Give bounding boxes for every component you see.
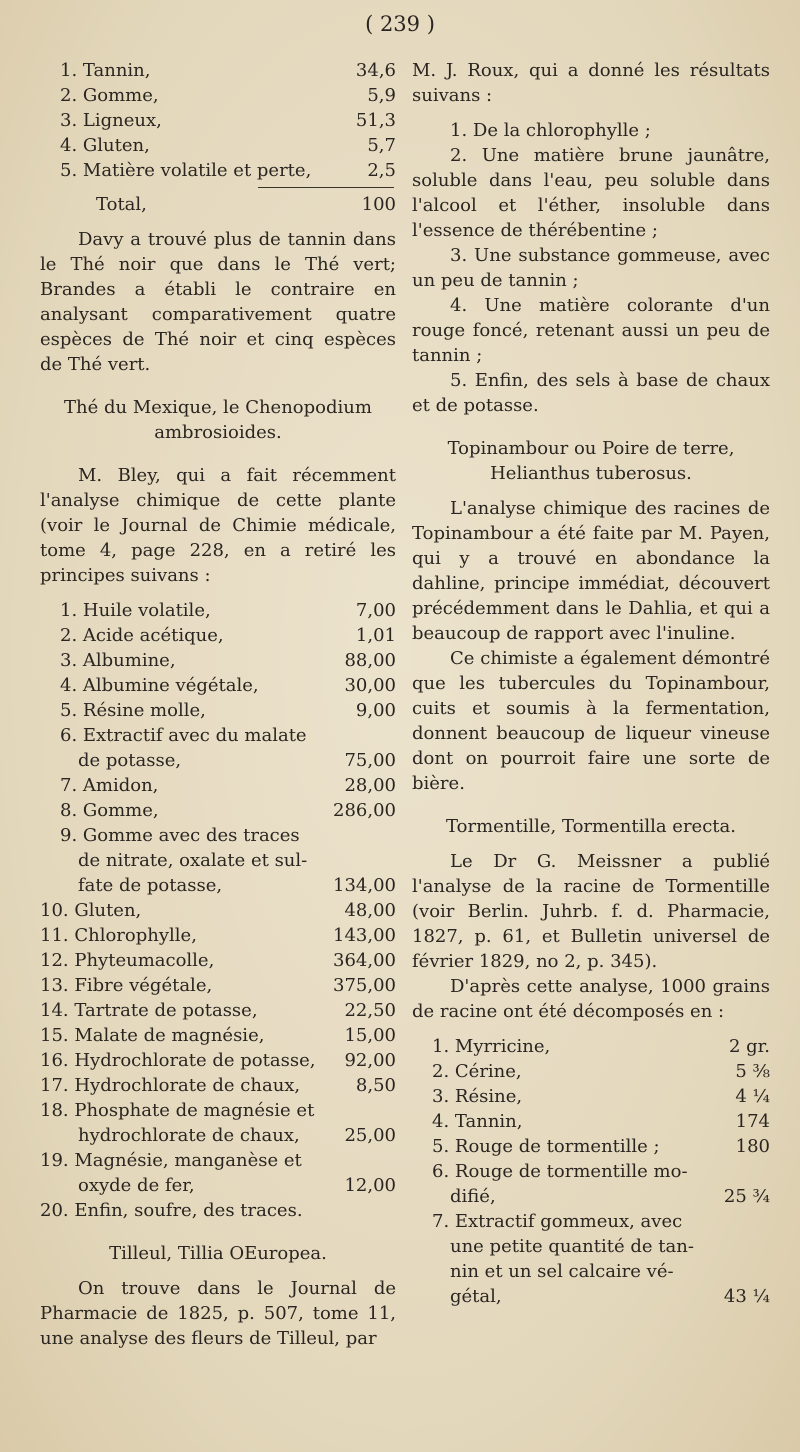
table-row: 7. Extractif gommeux, avec bbox=[432, 1211, 683, 1232]
table-row: 14. Tartrate de potasse, 22,50 bbox=[40, 1000, 396, 1021]
table-row: de nitrate, oxalate et sul- bbox=[78, 850, 308, 871]
table-row: 3. Albumine, 88,00 bbox=[60, 650, 396, 671]
analysis-table-3 bbox=[412, 1034, 770, 1309]
paragraph: L'analyse chimique des racines de Topinambour a été faite par M. Payen, qui y a trouvé en abondance la dahline, principe immédiat, découvert précédemment dans le Dahlia, et qui a beaucoup de rapport avec l'inuline. bbox=[412, 498, 770, 644]
table-row: oxyde de fer, 12,00 bbox=[78, 1175, 396, 1196]
section-heading: Tormentille, Tormentilla erecta. bbox=[446, 816, 736, 837]
section-heading: Thé du Mexique, le Chenopodium ambrosioides. bbox=[64, 397, 372, 443]
analysis-table-1 bbox=[40, 58, 396, 217]
paragraph: On trouve dans le Journal de Pharmacie de 1825, p. 507, tome 11, une analyse des fleurs de Tilleul, par bbox=[40, 1278, 396, 1349]
right-column bbox=[412, 58, 770, 1309]
table-row: 12. Phyteumacolle, 364,00 bbox=[40, 950, 396, 971]
table-row: 1. Tannin, 34,6 bbox=[60, 60, 396, 81]
table-row: 18. Phosphate de magnésie et bbox=[40, 1100, 315, 1121]
page-number: ( 239 ) bbox=[365, 12, 435, 36]
list-item: 4. Une matière colorante d'un rouge foncé, retenant aussi un peu de tannin ; bbox=[412, 295, 770, 366]
table-row: 15. Malate de magnésie, 15,00 bbox=[40, 1025, 396, 1046]
paragraph: Ce chimiste a également démontré que les tubercules du Topinambour, cuits et soumis à la fermentation, donnent beaucoup de liqueur vineuse dont on pourroit faire une sorte de bière. bbox=[412, 648, 770, 794]
section-heading: Topinambour ou Poire de terre, Helianthus tuberosus. bbox=[447, 438, 735, 484]
list-item: 3. Une substance gommeuse, avec un peu de tannin ; bbox=[412, 245, 770, 291]
table-row: 2. Acide acétique, 1,01 bbox=[60, 625, 396, 646]
table-row: 13. Fibre végétale, 375,00 bbox=[40, 975, 396, 996]
list-item: 1. De la chlorophylle ; bbox=[450, 120, 651, 141]
paragraph: M. J. Roux, qui a donné les résultats suivans : bbox=[412, 60, 770, 106]
table-row: 1. Myrricine, 2 gr. bbox=[432, 1036, 770, 1057]
table-row: 19. Magnésie, manganèse et bbox=[40, 1150, 302, 1171]
table-row: 3. Ligneux, 51,3 bbox=[60, 110, 396, 131]
total-row: Total, 100 bbox=[96, 194, 396, 215]
table-row: 11. Chlorophylle, 143,00 bbox=[40, 925, 396, 946]
table-row: 7. Amidon, 28,00 bbox=[60, 775, 396, 796]
paragraph: M. Bley, qui a fait récemment l'analyse chimique de cette plante (voir le Journal de Chimie médicale, tome 4, page 228, en a retiré les principes suivans : bbox=[40, 465, 396, 586]
table-row: 17. Hydrochlorate de chaux, 8,50 bbox=[40, 1075, 396, 1096]
list-item: 2. Une matière brune jaunâtre, soluble dans l'eau, peu soluble dans l'alcool et l'éther, insoluble dans l'essence de thérébentine ; bbox=[412, 145, 770, 241]
table-row: une petite quantité de tan- bbox=[450, 1236, 694, 1257]
left-column bbox=[40, 58, 396, 1351]
table-row: 6. Extractif avec du malate bbox=[60, 725, 307, 746]
section-heading: Tilleul, Tillia OEuropea. bbox=[109, 1243, 327, 1264]
paragraph: Le Dr G. Meissner a publié l'analyse de la racine de Tormentille (voir Berlin. Juhrb. f. d. Pharmacie, 1827, p. 61, et Bulletin universel de février 1829, no 2, p. 345). bbox=[412, 851, 770, 972]
table-row: gétal, 43 ¼ bbox=[450, 1286, 770, 1307]
table-row: 1. Huile volatile, 7,00 bbox=[60, 600, 396, 621]
table-row: 4. Albumine végétale, 30,00 bbox=[60, 675, 396, 696]
table-row: 10. Gluten, 48,00 bbox=[40, 900, 396, 921]
table-row: 16. Hydrochlorate de potasse, 92,00 bbox=[40, 1050, 396, 1071]
table-row: nin et un sel calcaire vé- bbox=[450, 1261, 674, 1282]
table-row: 20. Enfin, soufre, des traces. bbox=[40, 1200, 303, 1221]
table-row: de potasse, 75,00 bbox=[78, 750, 396, 771]
table-row: fate de potasse, 134,00 bbox=[78, 875, 396, 896]
table-row: 8. Gomme, 286,00 bbox=[60, 800, 396, 821]
table-row: 6. Rouge de tormentille mo- bbox=[432, 1161, 688, 1182]
total-rule bbox=[258, 187, 394, 188]
table-row: 5. Matière volatile et perte, 2,5 bbox=[60, 160, 396, 181]
table-row: 3. Résine, 4 ¼ bbox=[432, 1086, 770, 1107]
table-row: 2. Cérine, 5 ⅜ bbox=[432, 1061, 770, 1082]
table-row: 2. Gomme, 5,9 bbox=[60, 85, 396, 106]
table-row: difié, 25 ¾ bbox=[450, 1186, 770, 1207]
table-row: 5. Rouge de tormentille ; 180 bbox=[432, 1136, 770, 1157]
table-row: hydrochlorate de chaux, 25,00 bbox=[78, 1125, 396, 1146]
analysis-table-2 bbox=[40, 598, 396, 1223]
table-row: 4. Tannin, 174 bbox=[432, 1111, 770, 1132]
table-row: 4. Gluten, 5,7 bbox=[60, 135, 396, 156]
paragraph: Davy a trouvé plus de tannin dans le Thé noir que dans le Thé vert; Brandes a établi le contraire en analysant comparativement quatre espèces de Thé noir et cinq espèces de Thé vert. bbox=[40, 229, 396, 375]
list-item: 5. Enfin, des sels à base de chaux et de potasse. bbox=[412, 370, 770, 416]
table-row: 5. Résine molle, 9,00 bbox=[60, 700, 396, 721]
paragraph: D'après cette analyse, 1000 grains de racine ont été décomposés en : bbox=[412, 976, 770, 1022]
table-row: 9. Gomme avec des traces bbox=[60, 825, 300, 846]
